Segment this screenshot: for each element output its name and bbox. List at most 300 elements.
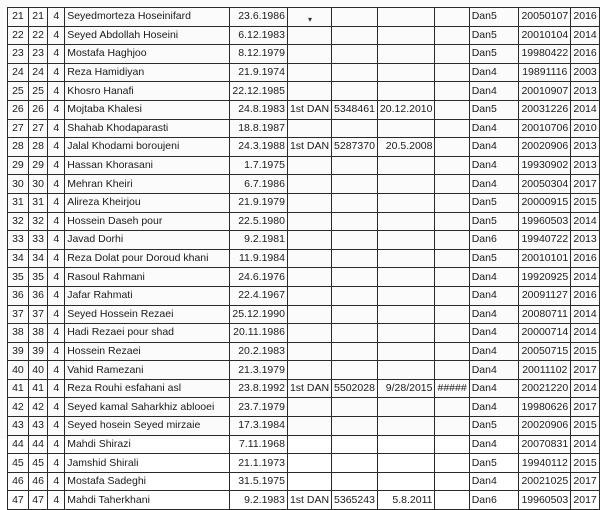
birthdate-cell: 24.6.1976	[230, 268, 288, 287]
birthdate-cell: 22.4.1967	[230, 286, 288, 305]
cert-date-cell	[377, 268, 435, 287]
birthdate-cell: 9.2.1981	[230, 231, 288, 250]
extra-cell	[435, 491, 469, 510]
registration-cell: 19980422	[519, 45, 571, 64]
row-number: 42	[8, 398, 29, 417]
dan-cell: Dan5	[469, 417, 519, 436]
level-cell: 4	[48, 249, 65, 268]
row-number: 32	[8, 212, 29, 231]
cert-date-cell	[377, 231, 435, 250]
registration-cell: 19980626	[519, 398, 571, 417]
extra-cell	[435, 82, 469, 101]
cert-date-cell	[377, 398, 435, 417]
extra-cell	[435, 472, 469, 491]
extra-cell	[435, 435, 469, 454]
first-dan-cell	[287, 249, 331, 268]
cert-number-cell	[332, 249, 378, 268]
level-cell: 4	[48, 119, 65, 138]
registration-cell: 19930902	[519, 156, 571, 175]
year-cell: 2014	[571, 379, 600, 398]
cert-date-cell	[377, 417, 435, 436]
cert-number-cell: 5365243	[332, 491, 378, 510]
birthdate-cell: 23.6.1986	[230, 8, 288, 27]
cert-number-cell: 5502028	[332, 379, 378, 398]
dan-cell: Dan5	[469, 454, 519, 473]
birthdate-cell: 21.3.1979	[230, 361, 288, 380]
cert-date-cell	[377, 361, 435, 380]
extra-cell	[435, 286, 469, 305]
extra-cell: #####	[435, 379, 469, 398]
cert-number-cell	[332, 193, 378, 212]
row-number: 29	[8, 156, 29, 175]
registration-cell: 20020906	[519, 138, 571, 157]
cert-date-cell	[377, 212, 435, 231]
first-dan-cell	[287, 417, 331, 436]
id-cell: 23	[28, 45, 48, 64]
birthdate-cell: 20.11.1986	[230, 324, 288, 343]
row-number: 36	[8, 286, 29, 305]
name-cell: Seyed kamal Saharkhiz ablooei	[65, 398, 230, 417]
first-dan-cell: 1st DAN	[287, 491, 331, 510]
extra-cell	[435, 305, 469, 324]
table-row	[8, 249, 600, 268]
level-cell: 4	[48, 175, 65, 194]
name-cell: Jamshid Shirali	[65, 454, 230, 473]
table-row	[8, 342, 600, 361]
level-cell: 4	[48, 138, 65, 157]
dan-cell: Dan4	[469, 268, 519, 287]
cert-date-cell	[377, 193, 435, 212]
cert-number-cell: 5287370	[332, 138, 378, 157]
first-dan-cell	[287, 119, 331, 138]
table-row	[8, 379, 600, 398]
cert-number-cell	[332, 82, 378, 101]
dan-cell: Dan4	[469, 379, 519, 398]
row-number: 30	[8, 175, 29, 194]
dan-cell: Dan4	[469, 361, 519, 380]
extra-cell	[435, 212, 469, 231]
row-number: 22	[8, 26, 29, 45]
year-cell: 2017	[571, 175, 600, 194]
extra-cell	[435, 119, 469, 138]
id-cell: 42	[28, 398, 48, 417]
cert-date-cell	[377, 472, 435, 491]
registration-cell: 20070831	[519, 435, 571, 454]
name-cell: Mojtaba Khalesi	[65, 100, 230, 119]
year-cell: 2015	[571, 193, 600, 212]
birthdate-cell: 9.2.1983	[230, 491, 288, 510]
extra-cell	[435, 175, 469, 194]
year-cell: 2013	[571, 138, 600, 157]
first-dan-cell	[287, 472, 331, 491]
cert-date-cell	[377, 8, 435, 27]
extra-cell	[435, 268, 469, 287]
registration-cell: 20011102	[519, 361, 571, 380]
first-dan-cell	[287, 435, 331, 454]
table-row	[8, 398, 600, 417]
year-cell: 2015	[571, 417, 600, 436]
extra-cell	[435, 324, 469, 343]
id-cell: 38	[28, 324, 48, 343]
name-cell: Mostafa Haghjoo	[65, 45, 230, 64]
id-cell: 30	[28, 175, 48, 194]
level-cell: 4	[48, 231, 65, 250]
cert-number-cell	[332, 119, 378, 138]
id-cell: 45	[28, 454, 48, 473]
id-cell: 33	[28, 231, 48, 250]
id-cell: 21	[28, 8, 48, 27]
first-dan-cell	[287, 305, 331, 324]
first-dan-cell	[287, 156, 331, 175]
cert-number-cell	[332, 398, 378, 417]
birthdate-cell: 21.9.1974	[230, 63, 288, 82]
id-cell: 35	[28, 268, 48, 287]
birthdate-cell: 24.8.1983	[230, 100, 288, 119]
id-cell: 32	[28, 212, 48, 231]
extra-cell	[435, 398, 469, 417]
row-number: 28	[8, 138, 29, 157]
id-cell: 47	[28, 491, 48, 510]
level-cell: 4	[48, 63, 65, 82]
cert-number-cell	[332, 361, 378, 380]
registration-cell: 19940112	[519, 454, 571, 473]
id-cell: 39	[28, 342, 48, 361]
cert-number-cell	[332, 63, 378, 82]
table-row	[8, 417, 600, 436]
year-cell: 2014	[571, 100, 600, 119]
registration-cell: 20091127	[519, 286, 571, 305]
name-cell: Seyed hosein Seyed mirzaie	[65, 417, 230, 436]
year-cell: 2017	[571, 361, 600, 380]
cert-date-cell: 20.5.2008	[377, 138, 435, 157]
dan-cell: Dan4	[469, 435, 519, 454]
cert-number-cell	[332, 286, 378, 305]
dan-cell: Dan5	[469, 45, 519, 64]
cert-number-cell	[332, 26, 378, 45]
row-number: 40	[8, 361, 29, 380]
extra-cell	[435, 156, 469, 175]
name-cell: Jalal Khodami boroujeni	[65, 138, 230, 157]
birthdate-cell: 7.11.1968	[230, 435, 288, 454]
extra-cell	[435, 193, 469, 212]
extra-cell	[435, 63, 469, 82]
id-cell: 37	[28, 305, 48, 324]
cert-number-cell	[332, 417, 378, 436]
cert-number-cell	[332, 305, 378, 324]
birthdate-cell: 1.7.1975	[230, 156, 288, 175]
registration-cell: 19960503	[519, 212, 571, 231]
cert-date-cell	[377, 45, 435, 64]
name-cell: Mehran Kheiri	[65, 175, 230, 194]
name-cell: Hossein Rezaei	[65, 342, 230, 361]
first-dan-cell	[287, 286, 331, 305]
birthdate-cell: 24.3.1988	[230, 138, 288, 157]
first-dan-cell	[287, 231, 331, 250]
dan-cell: Dan4	[469, 175, 519, 194]
year-cell: 2013	[571, 156, 600, 175]
id-cell: 28	[28, 138, 48, 157]
year-cell: 2014	[571, 268, 600, 287]
level-cell: 4	[48, 472, 65, 491]
first-dan-cell	[287, 175, 331, 194]
level-cell: 4	[48, 342, 65, 361]
extra-cell	[435, 454, 469, 473]
name-cell: Jafar Rahmati	[65, 286, 230, 305]
id-cell: 26	[28, 100, 48, 119]
row-number: 24	[8, 63, 29, 82]
year-cell: 2013	[571, 231, 600, 250]
table-row	[8, 156, 600, 175]
table-row	[8, 454, 600, 473]
year-cell: 2015	[571, 454, 600, 473]
year-cell: 2017	[571, 491, 600, 510]
table-row	[8, 45, 600, 64]
level-cell: 4	[48, 100, 65, 119]
year-cell: 2016	[571, 286, 600, 305]
row-number: 34	[8, 249, 29, 268]
name-cell: Seyed Hossein Rezaei	[65, 305, 230, 324]
name-cell: Javad Dorhi	[65, 231, 230, 250]
level-cell: 4	[48, 8, 65, 27]
name-cell: Hadi Rezaei pour shad	[65, 324, 230, 343]
dan-cell: Dan5	[469, 193, 519, 212]
birthdate-cell: 25.12.1990	[230, 305, 288, 324]
dan-cell: Dan5	[469, 212, 519, 231]
id-cell: 22	[28, 26, 48, 45]
table-row	[8, 268, 600, 287]
registration-cell: 19891116	[519, 63, 571, 82]
registration-cell: 20031226	[519, 100, 571, 119]
birthdate-cell: 31.5.1975	[230, 472, 288, 491]
row-number: 23	[8, 45, 29, 64]
row-number: 26	[8, 100, 29, 119]
level-cell: 4	[48, 156, 65, 175]
level-cell: 4	[48, 324, 65, 343]
dan-cell: Dan5	[469, 26, 519, 45]
first-dan-cell	[287, 45, 331, 64]
row-number: 45	[8, 454, 29, 473]
id-cell: 27	[28, 119, 48, 138]
table-row	[8, 361, 600, 380]
table-row	[8, 286, 600, 305]
cert-number-cell	[332, 324, 378, 343]
table-body	[8, 8, 600, 510]
registration-cell: 19940722	[519, 231, 571, 250]
dan-cell: Dan4	[469, 286, 519, 305]
dan-cell: Dan4	[469, 342, 519, 361]
cert-number-cell	[332, 454, 378, 473]
table-row	[8, 305, 600, 324]
cert-date-cell	[377, 342, 435, 361]
cert-date-cell	[377, 63, 435, 82]
year-cell: 2003	[571, 63, 600, 82]
table-row	[8, 491, 600, 510]
cert-number-cell	[332, 156, 378, 175]
name-cell: Khosro Hanafi	[65, 82, 230, 101]
name-cell: Hossein Daseh pour	[65, 212, 230, 231]
cert-number-cell	[332, 268, 378, 287]
registration-cell: 20021220	[519, 379, 571, 398]
cert-number-cell: 5348461	[332, 100, 378, 119]
cert-number-cell	[332, 175, 378, 194]
cert-number-cell	[332, 8, 378, 27]
cert-date-cell	[377, 175, 435, 194]
dan-cell: Dan4	[469, 398, 519, 417]
first-dan-cell	[287, 8, 331, 27]
year-cell: 2014	[571, 324, 600, 343]
row-number: 44	[8, 435, 29, 454]
level-cell: 4	[48, 491, 65, 510]
birthdate-cell: 8.12.1979	[230, 45, 288, 64]
name-cell: Reza Dolat pour Doroud khani	[65, 249, 230, 268]
cert-date-cell	[377, 249, 435, 268]
table-row	[8, 324, 600, 343]
level-cell: 4	[48, 398, 65, 417]
row-number: 37	[8, 305, 29, 324]
birthdate-cell: 18.8.1987	[230, 119, 288, 138]
first-dan-cell	[287, 63, 331, 82]
extra-cell	[435, 231, 469, 250]
first-dan-cell	[287, 82, 331, 101]
registration-cell: 20050304	[519, 175, 571, 194]
row-number: 21	[8, 8, 29, 27]
level-cell: 4	[48, 417, 65, 436]
registration-cell: 20010104	[519, 26, 571, 45]
birthdate-cell: 6.12.1983	[230, 26, 288, 45]
id-cell: 46	[28, 472, 48, 491]
name-cell: Hassan Khorasani	[65, 156, 230, 175]
registration-cell: 19920925	[519, 268, 571, 287]
id-cell: 24	[28, 63, 48, 82]
dan-cell: Dan6	[469, 491, 519, 510]
level-cell: 4	[48, 361, 65, 380]
cert-number-cell	[332, 435, 378, 454]
cert-date-cell	[377, 26, 435, 45]
year-cell: 2014	[571, 26, 600, 45]
cert-number-cell	[332, 472, 378, 491]
table-row	[8, 231, 600, 250]
birthdate-cell: 22.5.1980	[230, 212, 288, 231]
registration-cell: 20050715	[519, 342, 571, 361]
extra-cell	[435, 361, 469, 380]
table-row	[8, 435, 600, 454]
table-row	[8, 175, 600, 194]
first-dan-cell	[287, 324, 331, 343]
table-row	[8, 8, 600, 27]
level-cell: 4	[48, 193, 65, 212]
year-cell: 2015	[571, 342, 600, 361]
level-cell: 4	[48, 268, 65, 287]
first-dan-cell	[287, 193, 331, 212]
dan-cell: Dan4	[469, 138, 519, 157]
registration-cell: 20000915	[519, 193, 571, 212]
dan-cell: Dan4	[469, 82, 519, 101]
table-row	[8, 100, 600, 119]
birthdate-cell: 20.2.1983	[230, 342, 288, 361]
registration-cell: 19960503	[519, 491, 571, 510]
level-cell: 4	[48, 286, 65, 305]
first-dan-cell	[287, 26, 331, 45]
table-row	[8, 82, 600, 101]
row-number: 39	[8, 342, 29, 361]
year-cell: 2016	[571, 249, 600, 268]
year-cell: 2016	[571, 8, 600, 27]
row-number: 33	[8, 231, 29, 250]
registration-cell: 20020906	[519, 417, 571, 436]
table-row	[8, 63, 600, 82]
id-cell: 44	[28, 435, 48, 454]
name-cell: Alireza Kheirjou	[65, 193, 230, 212]
dan-cell: Dan4	[469, 305, 519, 324]
extra-cell	[435, 26, 469, 45]
level-cell: 4	[48, 435, 65, 454]
id-cell: 36	[28, 286, 48, 305]
name-cell: Reza Hamidiyan	[65, 63, 230, 82]
cert-date-cell	[377, 435, 435, 454]
dan-cell: Dan4	[469, 324, 519, 343]
id-cell: 41	[28, 379, 48, 398]
year-cell: 2014	[571, 212, 600, 231]
year-cell: 2010	[571, 119, 600, 138]
name-cell: Shahab Khodaparasti	[65, 119, 230, 138]
extra-cell	[435, 100, 469, 119]
first-dan-cell	[287, 454, 331, 473]
registration-cell: 20021025	[519, 472, 571, 491]
first-dan-cell: 1st DAN	[287, 138, 331, 157]
birthdate-cell: 6.7.1986	[230, 175, 288, 194]
name-cell: Seyed Abdollah Hoseini	[65, 26, 230, 45]
cert-date-cell: 20.12.2010	[377, 100, 435, 119]
table-row	[8, 138, 600, 157]
dan-cell: Dan5	[469, 100, 519, 119]
birthdate-cell: 23.8.1992	[230, 379, 288, 398]
row-number: 43	[8, 417, 29, 436]
name-cell: Mostafa Sadeghi	[65, 472, 230, 491]
level-cell: 4	[48, 82, 65, 101]
cert-date-cell: 5.8.2011	[377, 491, 435, 510]
first-dan-cell	[287, 268, 331, 287]
year-cell: 2013	[571, 82, 600, 101]
cert-number-cell	[332, 231, 378, 250]
birthdate-cell: 21.9.1979	[230, 193, 288, 212]
registration-cell: 20010907	[519, 82, 571, 101]
birthdate-cell: 11.9.1984	[230, 249, 288, 268]
id-cell: 34	[28, 249, 48, 268]
row-number: 38	[8, 324, 29, 343]
name-cell: Reza Rouhi esfahani asl	[65, 379, 230, 398]
birthdate-cell: 22.12.1985	[230, 82, 288, 101]
extra-cell	[435, 417, 469, 436]
table-row	[8, 119, 600, 138]
registration-cell: 20080711	[519, 305, 571, 324]
dan-cell: Dan5	[469, 8, 519, 27]
level-cell: 4	[48, 379, 65, 398]
level-cell: 4	[48, 212, 65, 231]
cert-date-cell	[377, 82, 435, 101]
registration-cell: 20010101	[519, 249, 571, 268]
first-dan-cell	[287, 342, 331, 361]
extra-cell	[435, 342, 469, 361]
id-cell: 40	[28, 361, 48, 380]
year-cell: 2017	[571, 472, 600, 491]
id-cell: 29	[28, 156, 48, 175]
extra-cell	[435, 249, 469, 268]
first-dan-cell: 1st DAN	[287, 100, 331, 119]
cert-date-cell	[377, 324, 435, 343]
row-number: 25	[8, 82, 29, 101]
cert-date-cell	[377, 305, 435, 324]
year-cell: 2014	[571, 305, 600, 324]
